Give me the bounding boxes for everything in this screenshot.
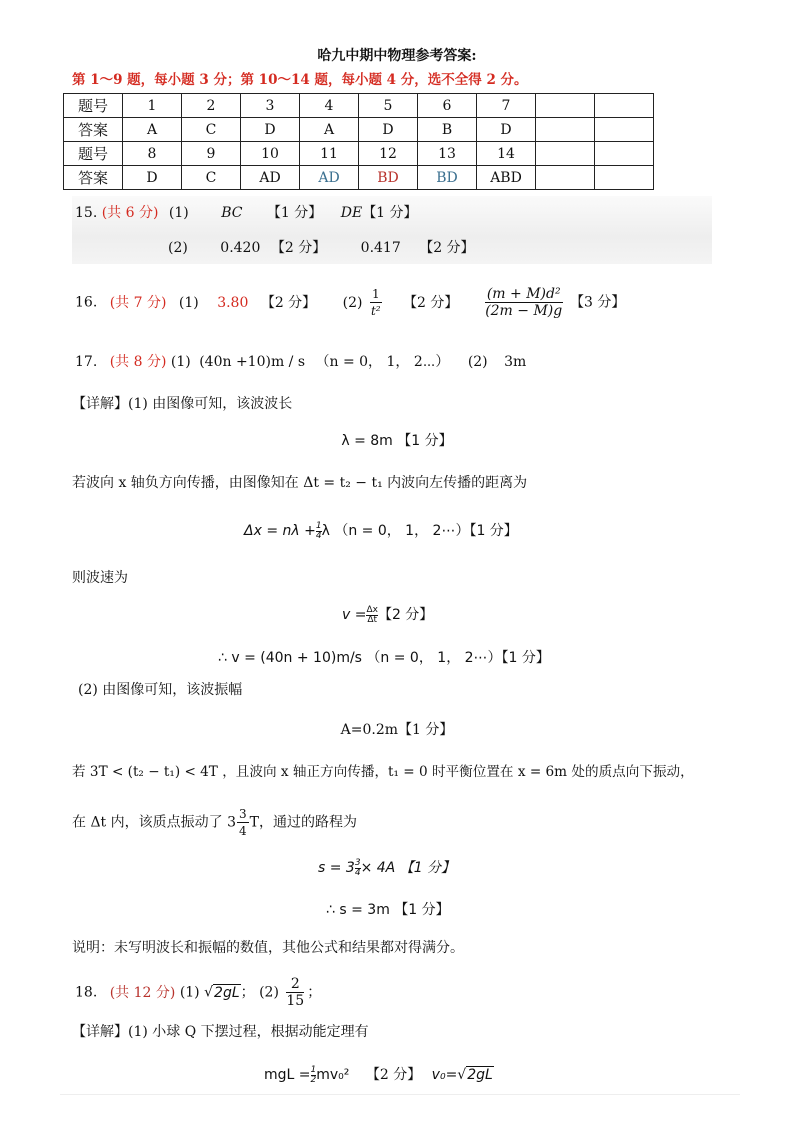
eq-part: s = 3 — [318, 860, 355, 876]
table-cell: BD — [418, 166, 477, 190]
table-row — [64, 142, 654, 166]
score: 【2 分】 — [365, 1067, 422, 1083]
row-label: 题号 — [64, 94, 123, 118]
table-cell: 2 — [182, 94, 241, 118]
score: 【2 分】 — [419, 240, 475, 256]
detail-heading: (2) 由图像可知，该波振幅 — [78, 682, 243, 698]
score: 【2 分】 — [270, 240, 327, 256]
part-label: (1) — [179, 984, 200, 1001]
table-cell: C — [182, 166, 241, 190]
numerator: 3 — [239, 807, 247, 821]
q15-line2 — [168, 238, 475, 258]
detail-heading: 【详解】(1) 小球 Q 下摆过程，根据动能定理有 — [72, 1024, 369, 1040]
q-total: (共 12 分) — [109, 984, 176, 1001]
numerator: 1 — [371, 287, 380, 301]
score: 【2 分】 — [377, 607, 434, 623]
score: 【2 分】 — [403, 294, 459, 311]
table-cell: 4 — [300, 94, 359, 118]
table-cell: A — [300, 118, 359, 142]
table-cell: D — [241, 118, 300, 142]
table-cell — [595, 142, 654, 166]
table-cell: AD — [241, 166, 300, 190]
part-label: (2) — [467, 354, 488, 370]
text-paragraph: 若波向 x 轴负方向传播，由图像知在 Δt = t₂ − t₁ 内波向左传播的距离为 — [72, 475, 528, 491]
answer: DE — [340, 205, 363, 221]
eq-part: Δx = nλ + — [244, 523, 316, 539]
score: 【2 分】 — [260, 294, 317, 311]
part-label: (2) — [342, 294, 363, 311]
q18-line — [75, 976, 321, 1009]
separator: ； — [240, 984, 255, 1001]
q-total: (共 8 分) — [109, 354, 167, 370]
eq-part: λ （n = 0， 1， 2⋯）【1 分】 — [321, 523, 518, 539]
score: 【3 分】 — [570, 294, 626, 311]
equation-v — [342, 602, 433, 628]
answer: 0.417 — [360, 240, 401, 256]
equation-amplitude: A=0.2m【1 分】 — [340, 722, 454, 738]
table-cell: C — [182, 118, 241, 142]
table-row — [64, 118, 654, 142]
denominator: 4 — [354, 867, 361, 878]
part-label: (1) — [168, 205, 189, 221]
table-cell: 3 — [241, 94, 300, 118]
page-title: 哈九中期中物理参考答案: — [317, 48, 477, 64]
score: 【1 分】 — [362, 205, 418, 221]
row-label: 答案 — [64, 166, 123, 190]
numerator: Δx — [366, 604, 378, 615]
table-cell: AD — [300, 166, 359, 190]
q15-line1 — [75, 203, 418, 223]
text-part: 在 Δt 内，该质点振动了 3 — [72, 814, 236, 831]
table-cell: 7 — [477, 94, 536, 118]
table-cell: 8 — [123, 142, 182, 166]
q-number: 18. — [75, 984, 98, 1001]
eq-part: mgL = — [264, 1067, 311, 1083]
answer: 3m — [504, 354, 527, 370]
fraction — [237, 806, 249, 839]
table-cell: 9 — [182, 142, 241, 166]
answer: 0.420 — [220, 240, 261, 256]
denominator: Δt — [367, 614, 378, 625]
table-cell — [536, 94, 595, 118]
table-row — [64, 166, 654, 190]
part-label: (2) — [168, 240, 188, 256]
equation-s — [318, 855, 455, 881]
numerator: 1 — [310, 1064, 317, 1075]
denominator: (2m − M)g — [485, 303, 563, 319]
equation-s-result: ∴ s = 3m 【1 分】 — [326, 902, 450, 918]
score: 【1 分】 — [266, 205, 323, 221]
part-label: (2) — [259, 984, 279, 1001]
table-cell — [595, 118, 654, 142]
denominator: 15 — [286, 993, 305, 1009]
table-cell — [536, 118, 595, 142]
table-cell: B — [418, 118, 477, 142]
sqrt-expression: √2gL — [204, 984, 240, 1001]
table-cell: D — [359, 118, 418, 142]
eq-part: v₀=√ — [431, 1067, 467, 1083]
equation-lambda: λ = 8m 【1 分】 — [341, 433, 453, 449]
table-cell — [536, 142, 595, 166]
q-total: (共 7 分) — [109, 294, 167, 311]
radicand: 2gL — [467, 1067, 493, 1083]
q-number: 17. — [75, 354, 98, 370]
note: 说明：未写明波长和振幅的数值，其他公式和结果都对得满分。 — [72, 940, 464, 956]
table-cell: 12 — [359, 142, 418, 166]
text-paragraph: 若 3T < (t₂ − t₁) < 4T ，且波向 x 轴正方向传播，t₁ = 0 时平衡位置在 x = 6m 处的质点向下振动， — [72, 764, 694, 780]
table-cell: D — [123, 166, 182, 190]
row-label: 题号 — [64, 142, 123, 166]
fraction — [485, 286, 563, 319]
equation-energy — [264, 1062, 494, 1088]
fraction — [366, 606, 377, 625]
denominator: t² — [370, 304, 381, 318]
condition: （n = 0， 1， 2⋯） — [315, 354, 450, 370]
q16-line — [75, 286, 625, 319]
table-cell — [595, 166, 654, 190]
table-cell: 13 — [418, 142, 477, 166]
denominator: 2 — [310, 1074, 317, 1085]
q-total: (共 6 分) — [101, 205, 159, 221]
numerator: 2 — [286, 976, 304, 993]
answer: (40n +10)m / s — [199, 354, 306, 370]
table-cell — [595, 94, 654, 118]
equation-dx — [244, 518, 518, 544]
table-cell — [536, 166, 595, 190]
table-cell: BD — [359, 166, 418, 190]
scoring-note: 第 1～9 题，每小题 3 分；第 10～14 题，每小题 4 分，选不全得 2 分。 — [72, 72, 528, 88]
fraction — [286, 976, 304, 1009]
table-cell: D — [477, 118, 536, 142]
eq-part: v = — [342, 607, 367, 623]
table-cell: 6 — [418, 94, 477, 118]
text-paragraph — [72, 806, 357, 839]
numerator: 1 — [315, 520, 322, 531]
table-cell: A — [123, 118, 182, 142]
table-cell: 10 — [241, 142, 300, 166]
numerator: (m + M)d² — [486, 286, 561, 302]
equation-v-result: ∴ v = (40n + 10)m/s （n = 0， 1， 2⋯）【1 分】 — [218, 650, 550, 666]
text-part: T，通过的路程为 — [249, 814, 357, 831]
table-row — [64, 94, 654, 118]
part-label: (1) — [178, 294, 199, 311]
q-number: 16. — [75, 294, 98, 311]
detail-heading: 【详解】(1) 由图像可知，该波波长 — [72, 396, 293, 412]
denominator: 4 — [315, 530, 322, 541]
table-cell: 14 — [477, 142, 536, 166]
eq-part: × 4A 【1 分】 — [360, 860, 456, 876]
table-cell: 1 — [123, 94, 182, 118]
text-paragraph: 则波速为 — [72, 570, 128, 586]
eq-part: mv₀² — [316, 1067, 350, 1083]
table-cell: 5 — [359, 94, 418, 118]
answer: 3.80 — [217, 294, 249, 311]
row-label: 答案 — [64, 118, 123, 142]
page-edge — [60, 1094, 740, 1095]
q17-line — [75, 352, 526, 372]
radicand: 2gL — [214, 984, 240, 1001]
denominator: 4 — [239, 824, 247, 838]
answer: BC — [221, 205, 243, 221]
q-number: 15. — [75, 205, 98, 221]
fraction — [370, 286, 382, 319]
table-cell: 11 — [300, 142, 359, 166]
numerator: 3 — [354, 857, 361, 868]
table-cell: ABD — [477, 166, 536, 190]
part-label: (1) — [170, 354, 191, 370]
answer-table — [63, 93, 654, 190]
separator: ； — [307, 984, 322, 1001]
